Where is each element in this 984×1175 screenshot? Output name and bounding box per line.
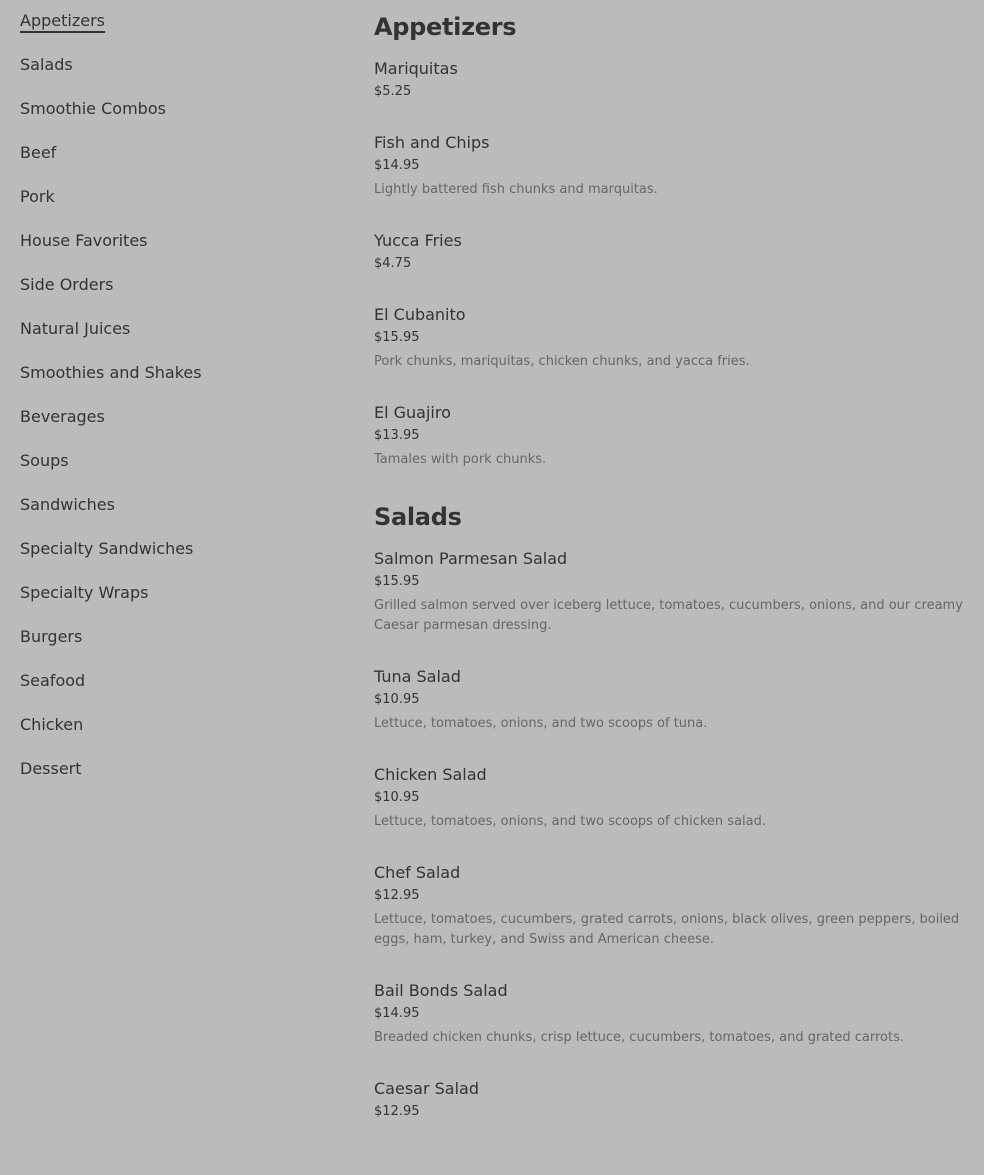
nav-item-label: Smoothies and Shakes — [20, 363, 202, 382]
menu-item[interactable] — [374, 666, 964, 734]
item-name: Salmon Parmesan Salad — [374, 549, 568, 568]
nav-item-label: Beverages — [20, 407, 105, 426]
item-description: Grilled salmon served over iceberg lettuce, tomatoes, cucumbers, onions, and our creamy Caesar parmesan dressing. — [374, 598, 963, 633]
item-description: Lettuce, tomatoes, onions, and two scoops of tuna. — [374, 716, 708, 731]
nav-item-soups[interactable] — [20, 450, 320, 494]
item-name: Tuna Salad — [374, 667, 461, 686]
menu-section-salads — [374, 500, 964, 1122]
nav-item-label: Pork — [20, 187, 55, 206]
nav-item-smoothies-and-shakes[interactable] — [20, 362, 320, 406]
nav-item-label: Side Orders — [20, 275, 114, 294]
nav-item-label: House Favorites — [20, 231, 148, 250]
nav-item-pork[interactable] — [20, 186, 320, 230]
item-price: $4.75 — [374, 256, 412, 271]
item-description: Pork chunks, mariquitas, chicken chunks, and yacca fries. — [374, 354, 750, 369]
menu-item[interactable] — [374, 548, 964, 636]
item-price: $13.95 — [374, 428, 420, 443]
item-name: El Cubanito — [374, 305, 466, 324]
menu-item[interactable] — [374, 58, 964, 102]
menu-item[interactable] — [374, 230, 964, 274]
nav-item-label: Natural Juices — [20, 319, 131, 338]
item-name: Chicken Salad — [374, 765, 487, 784]
nav-item-chicken[interactable] — [20, 714, 320, 758]
nav-item-label: Beef — [20, 143, 57, 162]
menu-item[interactable] — [374, 980, 964, 1048]
section-title: Appetizers — [374, 13, 517, 41]
nav-item-natural-juices[interactable] — [20, 318, 320, 362]
nav-item-beef[interactable] — [20, 142, 320, 186]
item-price: $5.25 — [374, 84, 412, 99]
nav-item-label: Salads — [20, 55, 73, 74]
item-description: Tamales with pork chunks. — [374, 452, 547, 467]
nav-item-label: Seafood — [20, 671, 86, 690]
nav-item-dessert[interactable] — [20, 758, 320, 802]
nav-item-label: Specialty Sandwiches — [20, 539, 194, 558]
menu-content — [374, 10, 964, 1152]
nav-item-burgers[interactable] — [20, 626, 320, 670]
nav-item-specialty-sandwiches[interactable] — [20, 538, 320, 582]
nav-item-sandwiches[interactable] — [20, 494, 320, 538]
nav-item-side-orders[interactable] — [20, 274, 320, 318]
item-description: Breaded chicken chunks, crisp lettuce, cucumbers, tomatoes, and grated carrots. — [374, 1030, 905, 1045]
item-description: Lightly battered fish chunks and marquitas. — [374, 182, 658, 197]
item-name: El Guajiro — [374, 403, 451, 422]
item-description: Lettuce, tomatoes, cucumbers, grated carrots, onions, black olives, green peppers, boiled eggs, ham, turkey, and Swiss and American cheese. — [374, 912, 960, 947]
item-price: $10.95 — [374, 692, 420, 707]
nav-item-seafood[interactable] — [20, 670, 320, 714]
item-name: Bail Bonds Salad — [374, 981, 508, 1000]
menu-item[interactable] — [374, 764, 964, 832]
nav-item-label: Soups — [20, 451, 69, 470]
nav-item-label: Appetizers — [20, 10, 105, 33]
item-price: $12.95 — [374, 888, 420, 903]
item-price: $15.95 — [374, 330, 420, 345]
item-price: $14.95 — [374, 1006, 420, 1021]
nav-item-label: Burgers — [20, 627, 83, 646]
menu-section-appetizers — [374, 10, 964, 470]
item-description: Lettuce, tomatoes, onions, and two scoops of chicken salad. — [374, 814, 766, 829]
nav-item-specialty-wraps[interactable] — [20, 582, 320, 626]
nav-item-appetizers[interactable] — [20, 10, 320, 54]
category-nav — [20, 10, 320, 802]
nav-item-label: Smoothie Combos — [20, 99, 166, 118]
section-title: Salads — [374, 503, 462, 531]
nav-item-salads[interactable] — [20, 54, 320, 98]
item-price: $15.95 — [374, 574, 420, 589]
menu-item[interactable] — [374, 402, 964, 470]
item-price: $14.95 — [374, 158, 420, 173]
menu-item[interactable] — [374, 132, 964, 200]
item-price: $10.95 — [374, 790, 420, 805]
nav-item-beverages[interactable] — [20, 406, 320, 450]
item-price: $12.95 — [374, 1104, 420, 1119]
item-name: Mariquitas — [374, 59, 458, 78]
nav-item-label: Specialty Wraps — [20, 583, 149, 602]
nav-item-smoothie-combos[interactable] — [20, 98, 320, 142]
nav-item-label: Sandwiches — [20, 495, 115, 514]
menu-item[interactable] — [374, 1078, 964, 1122]
item-name: Yucca Fries — [374, 231, 462, 250]
nav-item-label: Dessert — [20, 759, 82, 778]
item-name: Caesar Salad — [374, 1079, 479, 1098]
item-name: Fish and Chips — [374, 133, 490, 152]
item-name: Chef Salad — [374, 863, 461, 882]
nav-item-label: Chicken — [20, 715, 84, 734]
menu-item[interactable] — [374, 862, 964, 950]
menu-item[interactable] — [374, 304, 964, 372]
nav-item-house-favorites[interactable] — [20, 230, 320, 274]
